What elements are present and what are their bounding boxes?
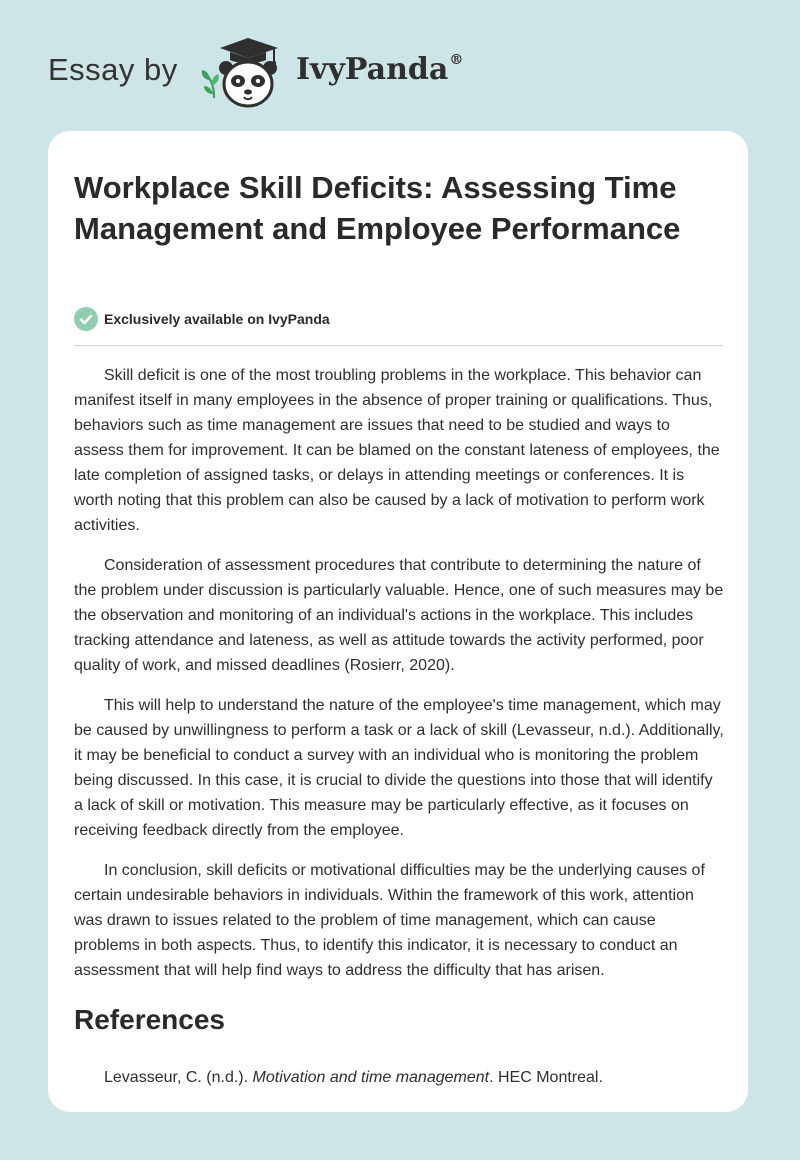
reference-title: Motivation and time management xyxy=(252,1069,490,1086)
title-divider xyxy=(74,345,723,346)
essay-body xyxy=(74,363,724,998)
essay-card xyxy=(48,131,748,1112)
paragraph: This will help to understand the nature of the employee's time management, which may be caused by unwillingness to perform a task or a lack of skill (Levasseur, n.d.). Additionally, it may be beneficial to conduct a survey with an individual who is monitoring the problem being discussed. In this case, it is crucial to divide the questions into those that will identify a lack of skill or motivation. This measure may be particularly effective, as it focuses on receiving feedback directly from the employee. xyxy=(74,697,724,839)
page-title: Workplace Skill Deficits: Assessing Time Management and Employee Performance xyxy=(74,170,681,246)
reference-author: Levasseur, C. (n.d.). xyxy=(104,1069,253,1086)
references-heading: References xyxy=(74,1004,225,1035)
reference-publisher: . HEC Montreal. xyxy=(489,1069,603,1086)
paragraph: In conclusion, skill deficits or motivational difficulties may be the underlying causes of certain undesirable behaviors in individuals. Within the framework of this work, attention was drawn to issues related to the problem of time management, which can cause problems in both aspects. Thus, to identify this indicator, it is necessary to conduct an assessment that will help find ways to address the difficulty that has arisen. xyxy=(74,862,705,979)
essay-by-label: Essay by xyxy=(48,52,178,87)
site-header xyxy=(0,0,800,130)
registered-mark: ® xyxy=(449,52,464,68)
exclusive-badge xyxy=(74,307,330,331)
paragraph: Skill deficit is one of the most troubling problems in the workplace. This behavior can manifest itself in many employees in the absence of proper training or qualifications. Thus, behaviors such as time management are issues that need to be studied and ways to assess them for improvement. It can be blamed on the constant lateness of employees, the late completion of assigned tasks, or delays in attending meetings or conferences. It is worth noting that this problem can also be caused by a lack of motivation to perform work activities. xyxy=(74,367,720,534)
panda-graduate-icon xyxy=(200,36,292,110)
check-circle-icon xyxy=(74,307,98,331)
exclusive-badge-label: Exclusively available on IvyPanda xyxy=(104,311,330,327)
brand-name[interactable]: IvyPanda® xyxy=(296,52,464,87)
paragraph: Consideration of assessment procedures that contribute to determining the nature of the problem under discussion is particularly valuable. Hence, one of such measures may be the observation and monitoring of an individual's actions in the workplace. This includes tracking attendance and lateness, as well as attitude towards the activity performed, poor quality of work, and missed deadlines (Rosierr, 2020). xyxy=(74,557,724,674)
reference-item xyxy=(104,1065,724,1090)
